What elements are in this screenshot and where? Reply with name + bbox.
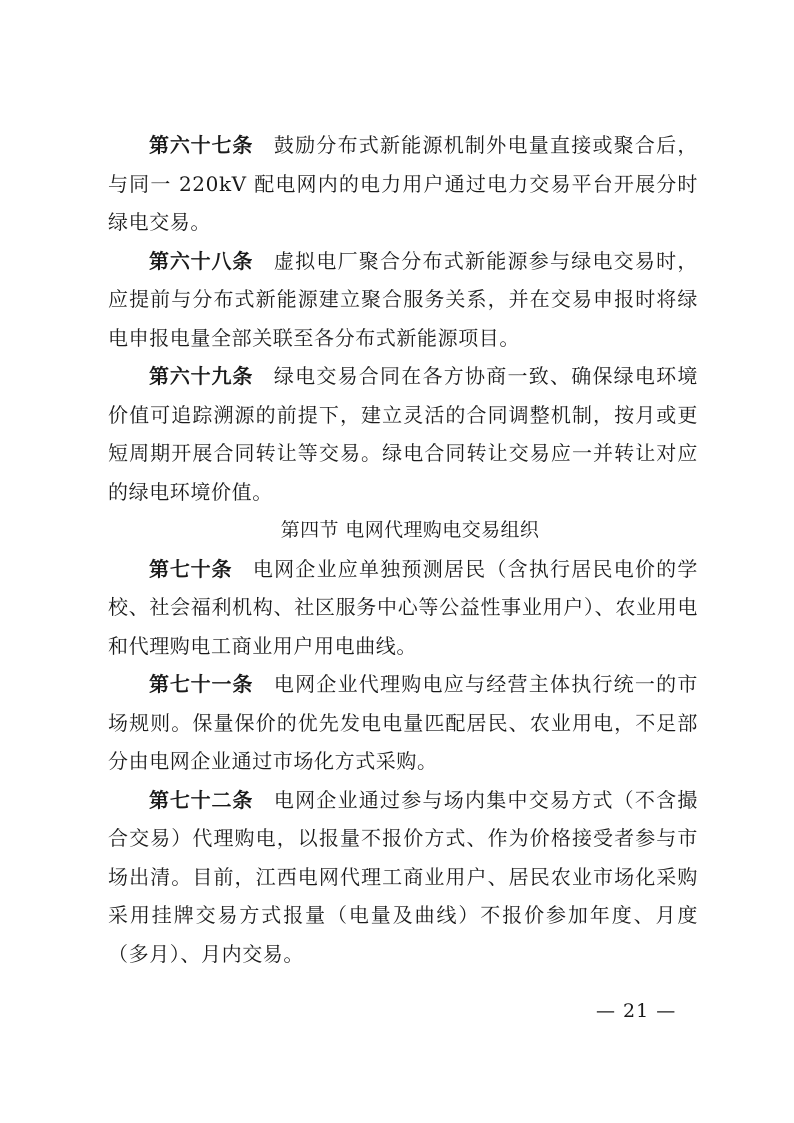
article-71-paragraph: [108, 665, 698, 781]
document-body: [108, 126, 698, 973]
article-67-paragraph: [108, 126, 698, 242]
article-71-text: 电网企业代理购电应与经营主体执行统一的市场规则。保量保价的优先发电电量匹配居民、农业用电，不足部分由电网企业通过市场化方式采购。: [108, 672, 699, 773]
article-69-text: 绿电交易合同在各方协商一致、确保绿电环境价值可追踪溯源的前提下，建立灵活的合同调整机制，按月或更短周期开展合同转让等交易。绿电合同转让交易应一并转让对应的绿电环境价值。: [108, 364, 699, 504]
article-70-text: 电网企业应单独预测居民（含执行居民电价的学校、社会福利机构、社区服务中心等公益性事业用户）、农业用电和代理购电工商业用户用电曲线。: [108, 556, 698, 658]
article-68-number: 第六十八条: [149, 248, 254, 273]
article-69-paragraph: [108, 357, 698, 511]
article-72-paragraph: [108, 781, 698, 974]
article-67-text: 鼓励分布式新能源机制外电量直接或聚合后，与同一 220kV 配电网内的电力用户通过电力交易平台开展分时绿电交易。: [108, 133, 699, 234]
article-68-paragraph: [108, 242, 698, 358]
article-72-number: 第七十二条: [149, 787, 254, 812]
page-number: — 21 —: [596, 1000, 677, 1022]
article-71-number: 第七十一条: [149, 672, 254, 696]
article-72-text: 电网企业通过参与场内集中交易方式（不含撮合交易）代理购电，以报量不报价方式、作为价格接受者参与市场出清。目前，江西电网代理工商业用户、居民农业市场化采购采用挂牌交易方式报量（电量及曲线）不报价参加年度、月度（多月）、月内交易。: [108, 787, 699, 966]
article-69-number: 第六十九条: [149, 364, 254, 388]
article-67-number: 第六十七条: [149, 133, 254, 157]
section-title: 第四节 电网代理购电交易组织: [280, 519, 540, 541]
article-68-text: 虚拟电厂聚合分布式新能源参与绿电交易时，应提前与分布式新能源建立聚合服务关系，并在交易申报时将绿电申报电量全部关联至各分布式新能源项目。: [108, 248, 699, 350]
article-70-number: 第七十条: [149, 556, 233, 581]
article-70-paragraph: [108, 550, 698, 666]
